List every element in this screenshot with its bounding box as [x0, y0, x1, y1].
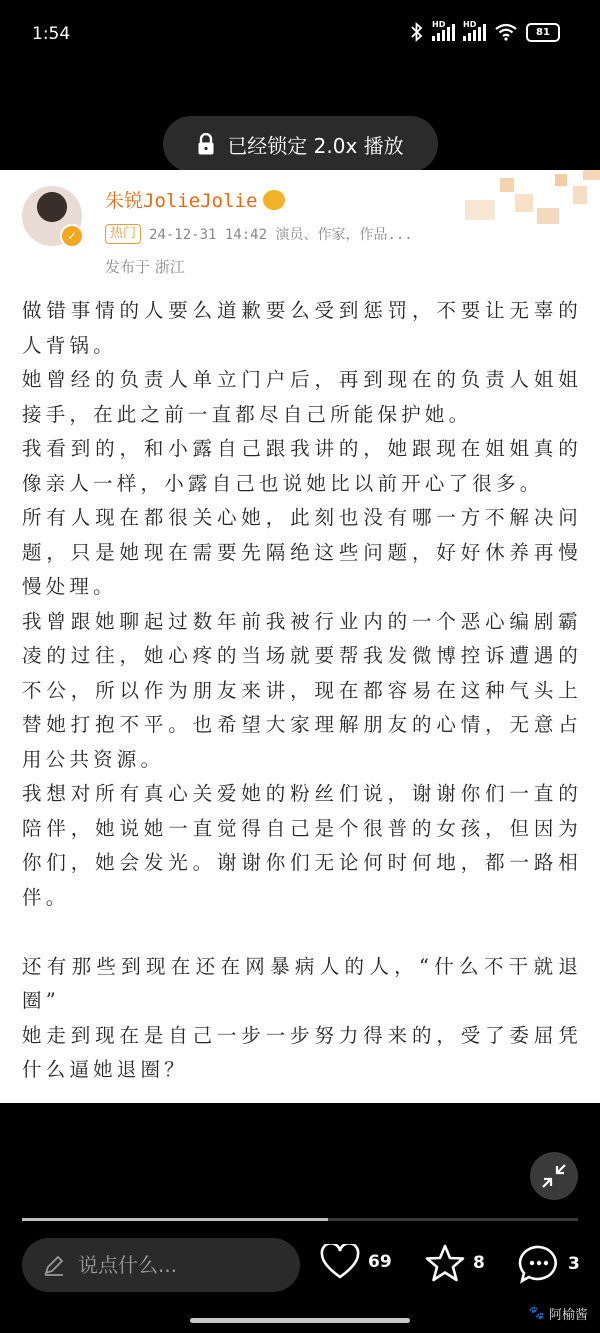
signal-icon-1 — [432, 20, 455, 41]
post-paragraph-6: 我想对所有真心关爱她的粉丝们说，谢谢你们一直的陪伴，她说她一直觉得自己是个很普的女孩，但因为你们，她会发光。谢谢你们无论何时何地，都一路相伴。 — [22, 782, 582, 909]
post-meta — [105, 224, 413, 244]
star-icon — [425, 1244, 465, 1282]
network-type-2: HD — [463, 20, 477, 29]
home-indicator[interactable] — [190, 1318, 410, 1323]
battery-level: 81 — [536, 26, 550, 38]
favorite-count: 8 — [473, 1253, 485, 1273]
post-paragraph-3: 我看到的，和小露自己跟我讲的，她跟现在姐姐真的像亲人一样，小露自己也说她比以前开心了很多。 — [22, 437, 582, 495]
favorite-button[interactable] — [425, 1244, 485, 1282]
post-paragraph-1: 做错事情的人要么道歉要么受到惩罚，不要让无辜的人背锅。 — [22, 299, 582, 357]
post-paragraph-7: 还有那些到现在还在网暴病人的人，“什么不干就退圈” — [22, 954, 582, 1012]
status-time: 1:54 — [32, 24, 71, 44]
video-progress-bar[interactable] — [22, 1218, 578, 1221]
network-type-1: HD — [432, 20, 446, 29]
post-paragraph-2: 她曾经的负责人单立门户后，再到现在的负责人姐姐接手，在此之前一直都尽自己所能保护她。 — [22, 368, 582, 426]
paragraph-gap — [22, 915, 582, 950]
lock-icon — [197, 133, 215, 155]
playback-lock-label: 已经锁定 2.0x 播放 — [227, 133, 404, 158]
like-count: 69 — [368, 1252, 392, 1272]
post-timestamp: 24-12-31 14:42 演员、作家，作品... — [149, 227, 413, 243]
post-paragraph-8: 她走到现在是自己一步一步努力得来的，受了委屈凭什么逼她退圈？ — [22, 1023, 582, 1081]
post-username[interactable] — [105, 186, 285, 213]
signal-icon-2 — [463, 20, 486, 41]
wifi-icon — [494, 23, 518, 41]
post-body — [22, 294, 582, 1088]
post-card — [0, 170, 600, 1103]
battery-icon — [526, 23, 560, 42]
comment-icon — [518, 1244, 560, 1284]
verified-icon: ✓ — [60, 224, 84, 248]
heart-icon — [320, 1244, 360, 1280]
like-button[interactable] — [320, 1244, 392, 1280]
pen-icon — [42, 1253, 66, 1277]
comment-count: 3 — [568, 1254, 580, 1274]
hot-badge: 热门 — [105, 224, 141, 244]
username-text: 朱锐JolieJolie — [105, 190, 258, 212]
video-progress-fill — [22, 1218, 328, 1221]
status-bar — [0, 0, 600, 70]
bluetooth-icon — [410, 22, 424, 42]
comment-input[interactable] — [76, 1252, 280, 1278]
comment-box[interactable] — [22, 1238, 300, 1292]
paw-icon: 🐾 — [528, 1306, 545, 1321]
post-paragraph-5: 我曾跟她聊起过数年前我被行业内的一个恶心编剧霸凌的过往，她心疼的当场就要帮我发微博控诉遭遇的不公，所以作为朋友来讲，现在都容易在这种气头上替她打抱不平。也希望大家理解朋友的心情，无意占用公共资源。 — [22, 609, 582, 771]
avatar[interactable] — [22, 186, 82, 246]
exit-fullscreen-button[interactable] — [530, 1152, 578, 1200]
blurred-area — [455, 170, 600, 232]
post-location: 发布于 浙江 — [105, 258, 185, 276]
crown-icon — [263, 190, 285, 210]
watermark — [529, 1304, 588, 1323]
status-icons — [410, 22, 560, 42]
watermark-text: 阿榆酱 — [548, 1308, 588, 1323]
playback-lock-pill[interactable] — [163, 116, 438, 172]
collapse-icon — [541, 1163, 567, 1189]
comment-button[interactable] — [518, 1244, 580, 1284]
post-paragraph-4: 所有人现在都很关心她，此刻也没有哪一方不解决问题，只是她现在需要先隔绝这些问题，好好休养再慢慢处理。 — [22, 506, 582, 598]
